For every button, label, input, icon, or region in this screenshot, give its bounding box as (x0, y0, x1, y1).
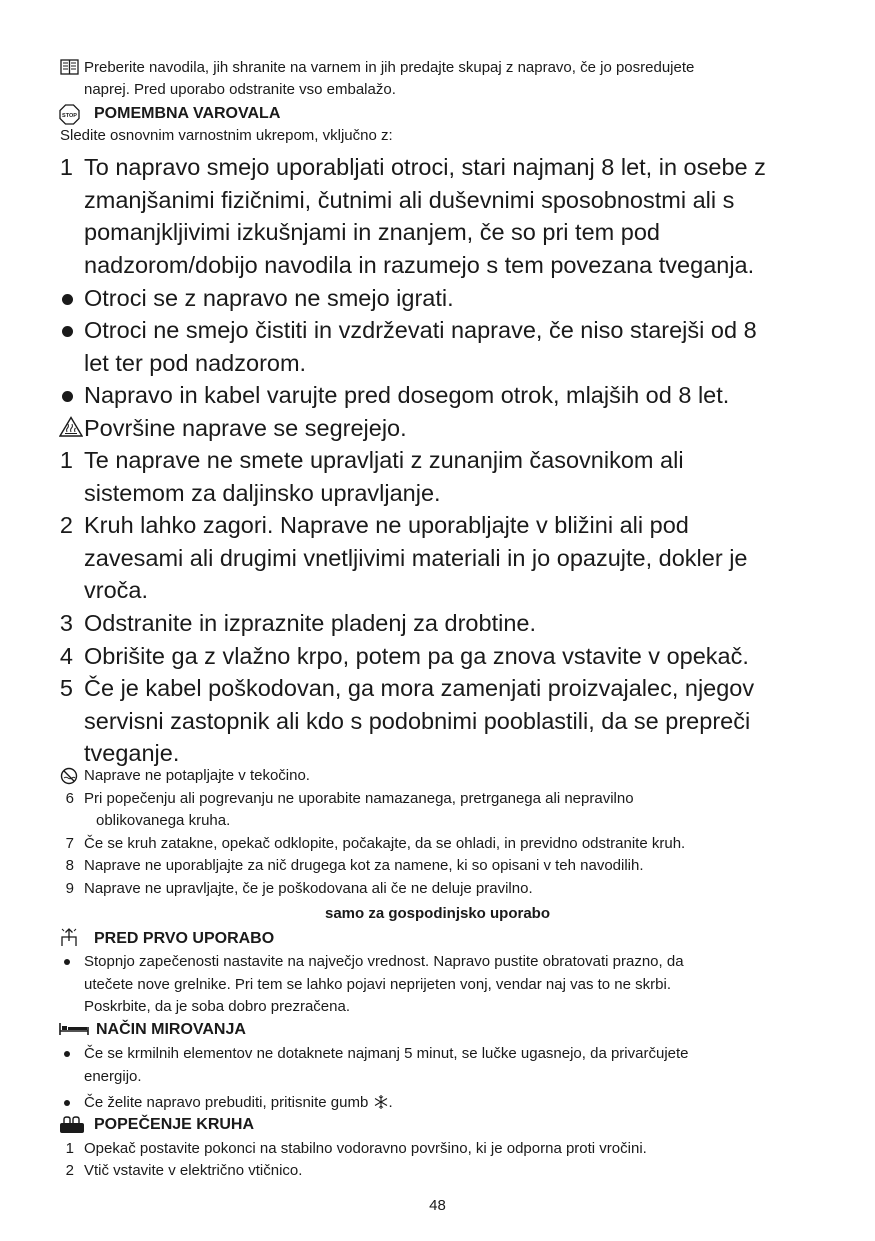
first-use-heading: PRED PRVO UPORABO (94, 930, 275, 947)
big-item-line: servisni zastopnik ali kdo s podobnimi pooblastili, da se prepreči (84, 708, 751, 734)
big-item-line: Odstranite in izpraznite pladenj za drobtine. (84, 610, 536, 636)
big-item-number: 4 (59, 643, 73, 669)
big-item-line: Kruh lahko zagori. Naprave ne uporabljajte v bližini ali pod (84, 512, 689, 538)
no-immersion-warning: Naprave ne potapljajte v tekočino. (84, 767, 310, 784)
small-item-line: Pri popečenju ali pogrevanju ne uporabite namazanega, pretrganega ali nepravilno (84, 790, 634, 807)
safety-subtitle: Sledite osnovnim varnostnim ukrepom, vključno z: (60, 127, 393, 144)
bullet-text: Otroci se z napravo ne smejo igrati. (84, 285, 454, 311)
first-use-icon (59, 927, 79, 947)
big-item-line: zavesami ali drugimi vnetljivimi materiali in jo opazujte, dokler je (84, 545, 748, 571)
bullet (64, 959, 70, 965)
standby-heading: NAČIN MIROVANJA (96, 1021, 246, 1038)
toasting-heading: POPEČENJE KRUHA (94, 1116, 255, 1133)
standby-wake-end: . (388, 1094, 393, 1111)
small-item-number: 7 (65, 835, 74, 852)
big-item-line: pomanjkljivimi izkušnjami in znanjem, če so pri tem pod (84, 219, 660, 245)
standby-line: Če se krmilnih elementov ne dotaknete najmanj 5 minut, se lučke ugasnejo, da privarčujete (84, 1045, 689, 1062)
bullet (62, 294, 73, 305)
no-immersion-icon (60, 767, 78, 785)
big-item-line: vroča. (84, 577, 148, 603)
small-item-line: Naprave ne uporabljajte za nič drugega kot za namene, ki so opisani v teh navodilih. (84, 857, 644, 874)
big-item-number: 3 (59, 610, 73, 636)
big-item-number: 2 (59, 512, 73, 538)
hot-surface-warning: Površine naprave se segrejejo. (84, 415, 407, 441)
toasting-item-text: Vtič vstavite v električno vtičnico. (84, 1162, 303, 1179)
big-item-line: Te naprave ne smete upravljati z zunanjim časovnikom ali (84, 447, 684, 473)
big-item-line: sistemom za daljinsko upravljanje. (84, 480, 441, 506)
standby-bed-icon (59, 1022, 89, 1036)
small-item-number: 8 (65, 857, 74, 874)
first-use-line: utečete nove grelnike. Pri tem se lahko pojavi neprijeten vonj, vendar naj vas to ne skrbi. (84, 976, 671, 993)
bullet-text: Otroci ne smejo čistiti in vzdrževati naprave, če niso starejši od 8 (84, 317, 757, 343)
intro-line-1: Preberite navodila, jih shranite na varnem in jih predajte skupaj z napravo, če jo posredujete (84, 59, 695, 76)
bullet (64, 1051, 70, 1057)
big-item-line: Če je kabel poškodovan, ga mora zamenjati proizvajalec, njegov (84, 675, 755, 701)
snowflake-icon (373, 1094, 389, 1110)
household-use-note: samo za gospodinjsko uporabo (324, 905, 551, 922)
hot-surface-warning-icon (59, 416, 83, 437)
small-item-line: oblikovanega kruha. (96, 812, 231, 829)
page-number: 48 (429, 1197, 446, 1214)
big-item-number: 5 (59, 675, 73, 701)
big-item-line: tveganje. (84, 740, 180, 766)
big-item-number: 1 (59, 154, 73, 180)
toasting-item-number: 2 (65, 1162, 74, 1179)
big-item-number: 1 (59, 447, 73, 473)
book-icon (60, 59, 79, 75)
big-item-line: Obrišite ga z vlažno krpo, potem pa ga znova vstavite v opekač. (84, 643, 749, 669)
big-item-line: To napravo smejo uporabljati otroci, stari najmanj 8 let, in osebe z (84, 154, 766, 180)
small-item-line: Če se kruh zatakne, opekač odklopite, počakajte, da se ohladi, in previdno odstranite kruh. (84, 835, 686, 852)
bullet (62, 326, 73, 337)
toasting-item-number: 1 (65, 1140, 74, 1157)
small-item-number: 9 (65, 880, 74, 897)
bullet-text: let ter pod nadzorom. (84, 350, 307, 376)
standby-line: energijo. (84, 1068, 142, 1085)
bullet-text: Napravo in kabel varujte pred dosegom otrok, mlajših od 8 let. (84, 382, 730, 408)
small-item-number: 6 (65, 790, 74, 807)
bullet (64, 1100, 70, 1106)
standby-wake-text: Če želite napravo prebuditi, pritisnite gumb (84, 1094, 369, 1111)
toast-icon (59, 1116, 85, 1134)
stop-sign-icon (59, 104, 80, 125)
intro-line-2: naprej. Pred uporabo odstranite vso embalažo. (84, 81, 396, 98)
svg-text:STOP: STOP (62, 113, 77, 119)
big-item-line: zmanjšanimi fizičnimi, čutnimi ali duševnimi sposobnostmi ali s (84, 187, 735, 213)
toasting-item-text: Opekač postavite pokonci na stabilno vodoravno površino, ki je odporna proti vročini. (84, 1140, 647, 1157)
big-item-line: nadzorom/dobijo navodila in razumejo s tem povezana tveganja. (84, 252, 755, 278)
first-use-line: Stopnjo zapečenosti nastavite na največjo vrednost. Napravo pustite obratovati prazno, da (84, 953, 684, 970)
safety-heading: POMEMBNA VAROVALA (94, 105, 281, 122)
standby-wake-line (84, 1092, 393, 1114)
bullet (62, 391, 73, 402)
small-item-line: Naprave ne upravljajte, če je poškodovana ali če ne deluje pravilno. (84, 880, 533, 897)
first-use-line: Poskrbite, da je soba dobro prezračena. (84, 998, 350, 1015)
